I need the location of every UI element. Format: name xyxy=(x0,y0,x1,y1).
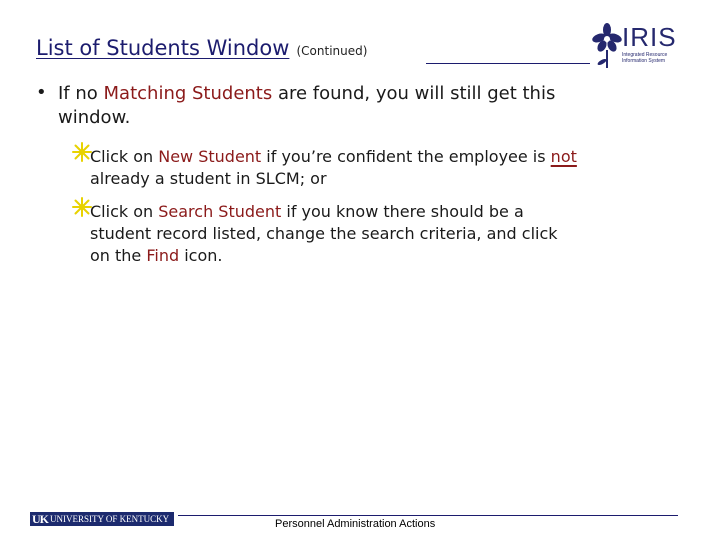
sub1-line2: already a student in SLCM; or xyxy=(90,169,327,188)
title-main: List of Students Window xyxy=(36,36,290,60)
sub-bullet-search-student xyxy=(72,201,682,267)
iris-flower-icon xyxy=(592,22,622,70)
footer-rule xyxy=(178,515,678,516)
uk-name: UNIVERSITY OF KENTUCKY xyxy=(50,514,170,524)
find-term: Find xyxy=(146,246,180,265)
matching-students-term: Matching Students xyxy=(103,83,273,104)
slide-title xyxy=(36,36,367,60)
sub2-line2: student record listed, change the search criteria, and click xyxy=(90,224,558,243)
bullet-dot-icon: • xyxy=(36,82,47,103)
uk-logo xyxy=(30,512,174,526)
uk-mark: UK xyxy=(32,512,48,526)
footer-text: Personnel Administration Actions xyxy=(275,518,436,530)
title-subtitle: (Continued) xyxy=(296,44,368,58)
title-underline xyxy=(426,63,590,64)
starburst-bullet-icon xyxy=(72,142,92,162)
main-bullet-line1: If no Matching Students are found, you will still get this xyxy=(58,83,556,104)
not-term: not xyxy=(550,147,577,166)
main-bullet-line2: window. xyxy=(58,107,131,128)
search-student-term: Search Student xyxy=(158,202,282,221)
starburst-bullet-icon xyxy=(72,197,92,217)
sub-bullet-new-student xyxy=(72,146,682,190)
sub1-line1: Click on New Student if you’re confident the employee is not xyxy=(90,147,577,166)
main-bullet xyxy=(36,82,676,130)
iris-logo xyxy=(592,22,677,72)
new-student-term: New Student xyxy=(158,147,262,166)
logo-word: IRIS xyxy=(622,22,677,52)
sub2-line3: on the Find icon. xyxy=(90,246,223,265)
sub2-line1: Click on Search Student if you know there should be a xyxy=(90,202,524,221)
logo-tagline: Integrated Resource Information System xyxy=(622,52,668,64)
